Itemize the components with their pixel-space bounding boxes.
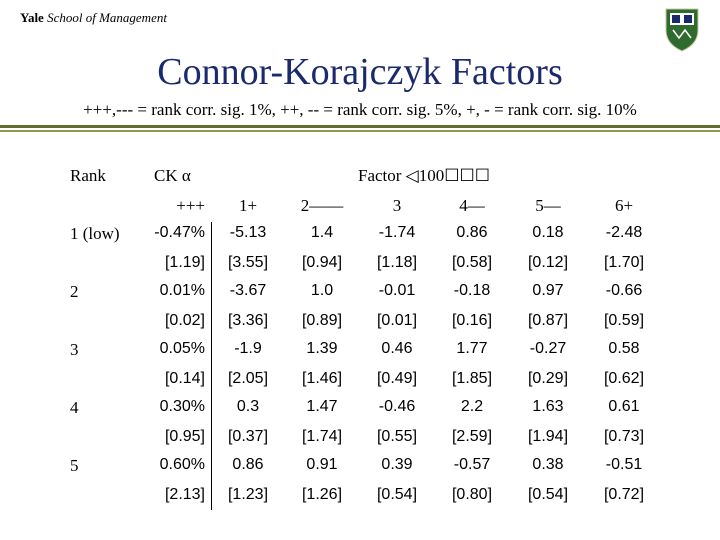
factor-tstat: [0.01] [376, 312, 418, 329]
factor-value: 1.39 [306, 340, 338, 357]
sig-label-factor-2: 2—— [300, 196, 344, 215]
row-rank-label: 2 [70, 282, 79, 301]
factor-tstat: [3.55] [227, 254, 269, 271]
factor-value: -1.9 [234, 340, 262, 357]
sig-label-factor-6: 6+ [614, 196, 634, 215]
alpha-header: CK α [154, 166, 191, 185]
factor-value: -0.01 [378, 282, 416, 299]
school-name-italic: School of Management [47, 10, 167, 25]
factor-value: 0.97 [532, 282, 564, 299]
factor-tstat: [0.55] [376, 428, 418, 445]
factor-value: 0.18 [532, 224, 564, 241]
slide-title: Connor-Korajczyk Factors [157, 51, 563, 93]
factor-tstat: [0.72] [603, 486, 645, 503]
factor-tstat: [1.26] [301, 486, 343, 503]
factor-value: -0.51 [605, 456, 643, 473]
factor-value: -0.46 [378, 398, 416, 415]
factor-tstat: [1.85] [451, 370, 493, 387]
factor-value: 1.47 [306, 398, 338, 415]
row-rank-label: 3 [70, 340, 79, 359]
factor-tstat: [2.59] [451, 428, 493, 445]
factor-value: 1.63 [532, 398, 564, 415]
alpha-tstat: [1.19] [164, 254, 205, 271]
factor-tstat: [0.80] [451, 486, 493, 503]
row-rank-label: 1 (low) [70, 224, 120, 243]
table-divider-line [211, 222, 212, 510]
factor-tstat: [0.12] [527, 254, 569, 271]
factor-value: 0.38 [532, 456, 564, 473]
yale-shield-icon [665, 8, 699, 52]
factor-tstat: [0.29] [527, 370, 569, 387]
alpha-tstat: [0.95] [164, 428, 205, 445]
alpha-tstat: [0.02] [164, 312, 205, 329]
divider-rule-thin [0, 130, 720, 132]
factor-tstat: [0.89] [301, 312, 343, 329]
rank-header: Rank [70, 166, 106, 185]
factor-tstat: [1.70] [603, 254, 645, 271]
factor-tstat: [1.74] [301, 428, 343, 445]
sig-label-factor-4: 4— [459, 196, 485, 215]
factor-tstat: [2.05] [227, 370, 269, 387]
sig-label-factor-5: 5— [535, 196, 561, 215]
factor-value: 0.86 [232, 456, 264, 473]
factor-value: 0.46 [381, 340, 413, 357]
factor-header: Factor ◁100☐☐☐ [358, 166, 490, 185]
alpha-value: 0.01% [159, 282, 205, 299]
factor-tstat: [0.16] [451, 312, 493, 329]
school-name-bold: Yale [20, 10, 44, 25]
factor-tstat: [0.62] [603, 370, 645, 387]
alpha-tstat: [0.14] [164, 370, 205, 387]
row-rank-label: 4 [70, 398, 79, 417]
factor-value: -2.48 [605, 224, 643, 241]
alpha-value: 0.30% [159, 398, 205, 415]
factor-value: -0.27 [529, 340, 567, 357]
factor-tstat: [1.46] [301, 370, 343, 387]
row-rank-label: 5 [70, 456, 79, 475]
factor-tstat: [0.58] [451, 254, 493, 271]
divider-rule [0, 125, 720, 128]
sig-label-factor-3: 3 [392, 196, 402, 215]
slide-subtitle: +++,--- = rank corr. sig. 1%, ++, -- = rank corr. sig. 5%, +, - = rank corr. sig. 10% [83, 100, 637, 119]
factor-value: -0.66 [605, 282, 643, 299]
factor-value: 2.2 [460, 398, 484, 415]
factor-value: 1.77 [456, 340, 488, 357]
factor-tstat: [3.36] [227, 312, 269, 329]
sig-label-factor-1: 1+ [238, 196, 258, 215]
school-header [20, 10, 167, 26]
factor-value: 0.3 [236, 398, 260, 415]
factor-value: 1.4 [310, 224, 334, 241]
factor-tstat: [0.54] [527, 486, 569, 503]
factor-value: 0.58 [608, 340, 640, 357]
sig-label-alpha: +++ [176, 196, 205, 215]
factor-value: 0.86 [456, 224, 488, 241]
factor-tstat: [0.59] [603, 312, 645, 329]
factor-value: 0.39 [381, 456, 413, 473]
factor-value: -3.67 [229, 282, 267, 299]
factor-tstat: [1.18] [376, 254, 418, 271]
factor-value: 0.91 [306, 456, 338, 473]
factor-tstat: [0.49] [376, 370, 418, 387]
factor-tstat: [0.73] [603, 428, 645, 445]
alpha-value: 0.05% [159, 340, 205, 357]
factor-tstat: [0.87] [527, 312, 569, 329]
factor-value: 0.61 [608, 398, 640, 415]
factor-value: -0.57 [453, 456, 491, 473]
factor-value: -1.74 [378, 224, 416, 241]
factor-tstat: [1.23] [227, 486, 269, 503]
factor-tstat: [0.94] [301, 254, 343, 271]
factor-tstat: [0.37] [227, 428, 269, 445]
factor-tstat: [1.94] [527, 428, 569, 445]
factor-tstat: [0.54] [376, 486, 418, 503]
factor-value: -5.13 [229, 224, 267, 241]
factor-value: -0.18 [453, 282, 491, 299]
alpha-value: 0.60% [159, 456, 205, 473]
factor-value: 1.0 [310, 282, 334, 299]
alpha-tstat: [2.13] [164, 486, 205, 503]
alpha-value: -0.47% [154, 224, 205, 241]
